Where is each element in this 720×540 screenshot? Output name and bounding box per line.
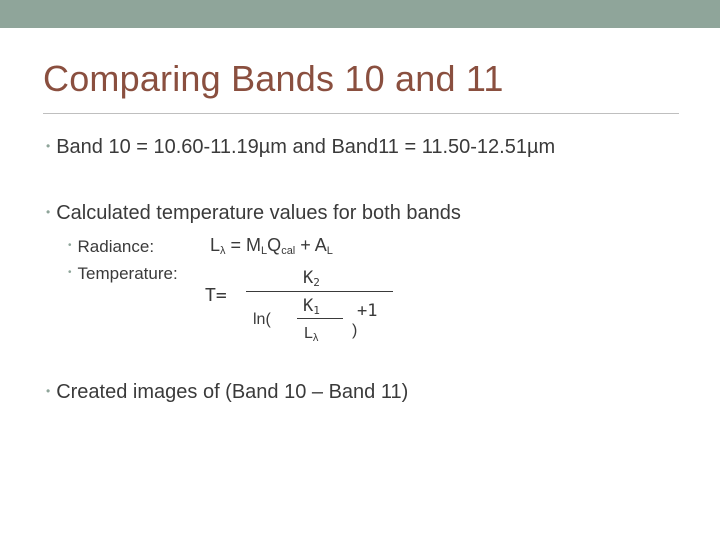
bullet-created-images xyxy=(46,381,408,404)
bullet-text: Calculated temperature values for both bands xyxy=(56,202,461,224)
bullet-calculated-temperature xyxy=(46,202,461,225)
top-accent-bar xyxy=(0,0,720,28)
formula-cal-subscript: cal xyxy=(281,245,296,257)
bullet-dot-icon: • xyxy=(68,267,72,279)
formula-T-eq xyxy=(205,285,227,306)
formula-plus-one: +1 xyxy=(357,301,378,321)
formula-L-lambda xyxy=(304,325,318,344)
formula-ln: ln( xyxy=(253,311,271,328)
title-divider xyxy=(43,113,679,114)
slide-title: Comparing Bands 10 and 11 xyxy=(43,58,504,99)
formula-K2 xyxy=(303,268,320,289)
sub-bullet-text: Radiance: xyxy=(77,237,155,256)
formula-K1-subscript: 1 xyxy=(313,304,320,317)
formula-close-paren: ) xyxy=(352,322,358,339)
sub-bullet-temperature xyxy=(68,264,178,284)
formula-eq-M: = M xyxy=(230,235,262,255)
formula-equals: = xyxy=(215,285,227,306)
formula-ML-subscript: L xyxy=(261,245,268,257)
formula-lambda-subscript: λ xyxy=(220,245,226,257)
sub-bullet-radiance xyxy=(68,237,154,257)
bullet-band-ranges xyxy=(46,136,555,159)
formula-Q: Q xyxy=(267,235,282,255)
formula-AL-subscript: L xyxy=(326,245,333,257)
inner-fraction-bar xyxy=(297,318,343,319)
formula-L-letter: L xyxy=(304,325,313,342)
formula-K2-letter: K xyxy=(303,268,314,288)
bullet-dot-icon: • xyxy=(46,383,51,398)
bullet-text: Band 10 = 10.60-11.19µm and Band11 = 11.50-12.51µm xyxy=(56,136,556,158)
formula-L: L xyxy=(210,235,221,255)
bullet-text: Created images of (Band 10 – Band 11) xyxy=(56,381,409,403)
formula-T: T xyxy=(205,285,216,306)
sub-bullet-text: Temperature: xyxy=(77,264,178,283)
formula-plus-A: + A xyxy=(300,235,327,255)
formula-lambda-subscript: λ xyxy=(312,332,319,344)
bullet-dot-icon: • xyxy=(68,240,72,252)
formula-K1-letter: K xyxy=(303,296,314,316)
formula-K2-subscript: 2 xyxy=(313,276,320,289)
radiance-formula xyxy=(210,235,333,257)
main-fraction-bar xyxy=(246,291,393,292)
bullet-dot-icon: • xyxy=(46,204,51,219)
formula-K1 xyxy=(303,296,320,317)
bullet-dot-icon: • xyxy=(46,138,51,153)
